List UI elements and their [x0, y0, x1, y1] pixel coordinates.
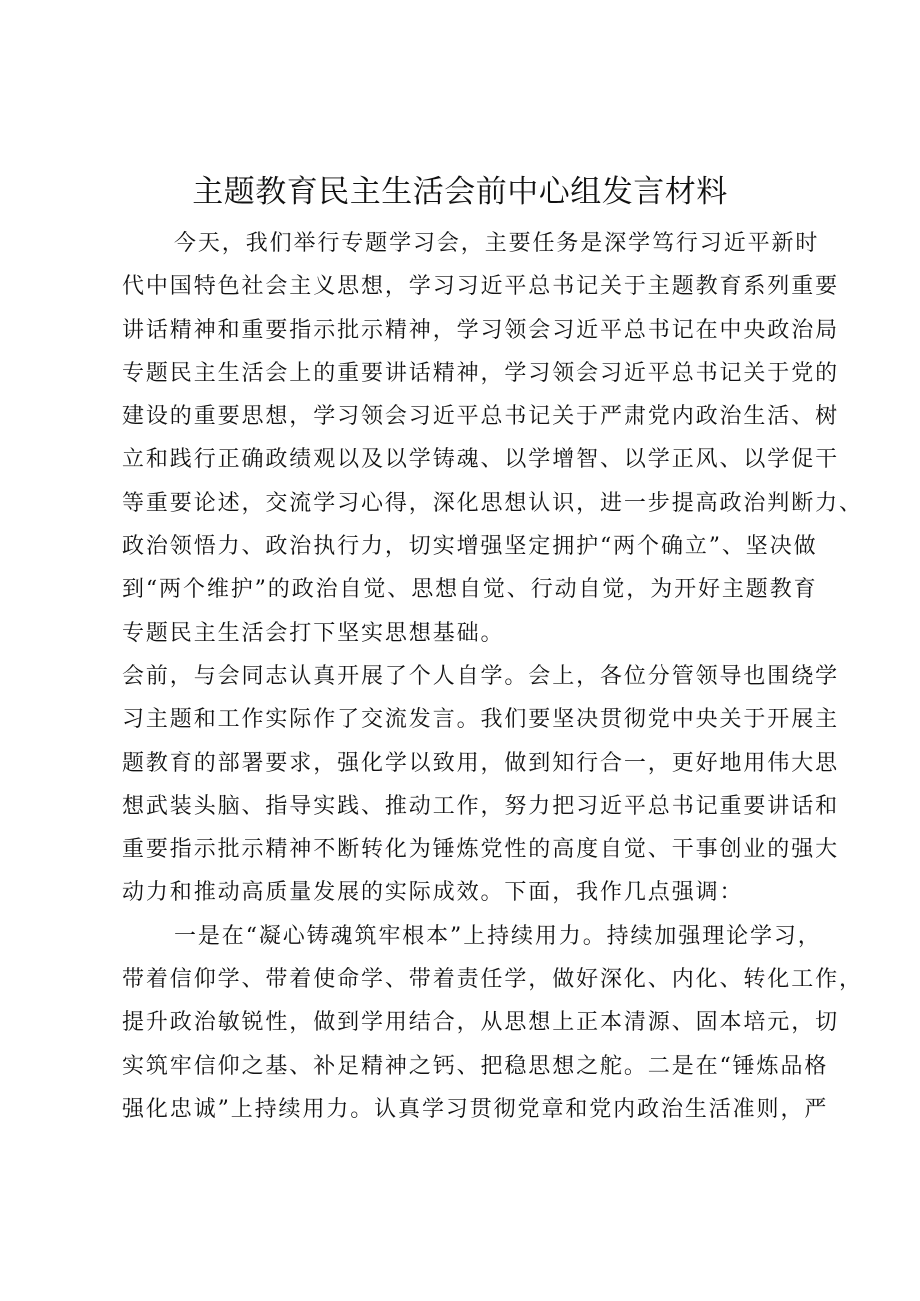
paragraph-1-line: 立和践行正确政绩观以及以学铸魂、以学增智、以学正风、以学促干 [122, 447, 840, 473]
paragraph-1-line: 讲话精神和重要指示批示精神，学习领会习近平总书记在中央政治局 [122, 317, 840, 343]
paragraph-2-line: 想武装头脑、指导实践、推动工作，努力把习近平总书记重要讲话和 [122, 793, 840, 819]
paragraph-1-line: 代中国特色社会主义思想，学习习近平总书记关于主题教育系列重要 [122, 274, 840, 300]
paragraph-3-line: 提升政治敏锐性，做到学用结合，从思想上正本清源、固本培元，切 [122, 1010, 840, 1036]
paragraph-2-line: 会前，与会同志认真开展了个人自学。会上，各位分管领导也围绕学 [122, 663, 840, 689]
paragraph-3-line: 一是在“凝心铸魂筑牢根本”上持续用力。持续加强理论学习， [174, 923, 822, 949]
paragraph-2-line: 习主题和工作实际作了交流发言。我们要坚决贯彻党中央关于开展主 [122, 707, 840, 733]
paragraph-2-line: 动力和推动高质量发展的实际成效。下面，我作几点强调： [122, 880, 744, 906]
document-title: 主题教育民主生活会前中心组发言材料 [192, 174, 728, 210]
paragraph-3-line: 带着信仰学、带着使命学、带着责任学，做好深化、内化、转化工作， [122, 967, 863, 993]
paragraph-3-line: 强化忠诚”上持续用力。认真学习贯彻党章和党内政治生活准则，严 [122, 1096, 829, 1122]
paragraph-1-line: 建设的重要思想，学习领会习近平总书记关于严肃党内政治生活、树 [122, 404, 840, 430]
paragraph-2-line: 题教育的部署要求，强化学以致用，做到知行合一，更好地用伟大思 [122, 750, 840, 776]
paragraph-1-line: 专题民主生活会上的重要讲话精神，学习领会习近平总书记关于党的 [122, 360, 840, 386]
paragraph-1-line: 到“两个维护”的政治自觉、思想自觉、行动自觉，为开好主题教育 [122, 577, 818, 603]
document-body [122, 222, 863, 1131]
paragraph-1-line: 等重要论述，交流学习心得，深化思想认识，进一步提高政治判断力、 [122, 490, 863, 516]
paragraph-1-line: 专题民主生活会打下坚实思想基础。 [122, 620, 505, 646]
paragraph-1-line: 今天，我们举行专题学习会，主要任务是深学笃行习近平新时 [174, 231, 820, 256]
paragraph-2-line: 重要指示批示精神不断转化为锤炼党性的高度自觉、干事创业的强大 [122, 837, 840, 863]
paragraph-3-line: 实筑牢信仰之基、补足精神之钙、把稳思想之舵。二是在“锤炼品格 [122, 1053, 829, 1079]
paragraph-1-line: 政治领悟力、政治执行力，切实增强坚定拥护“两个确立”、坚决做 [122, 534, 818, 560]
